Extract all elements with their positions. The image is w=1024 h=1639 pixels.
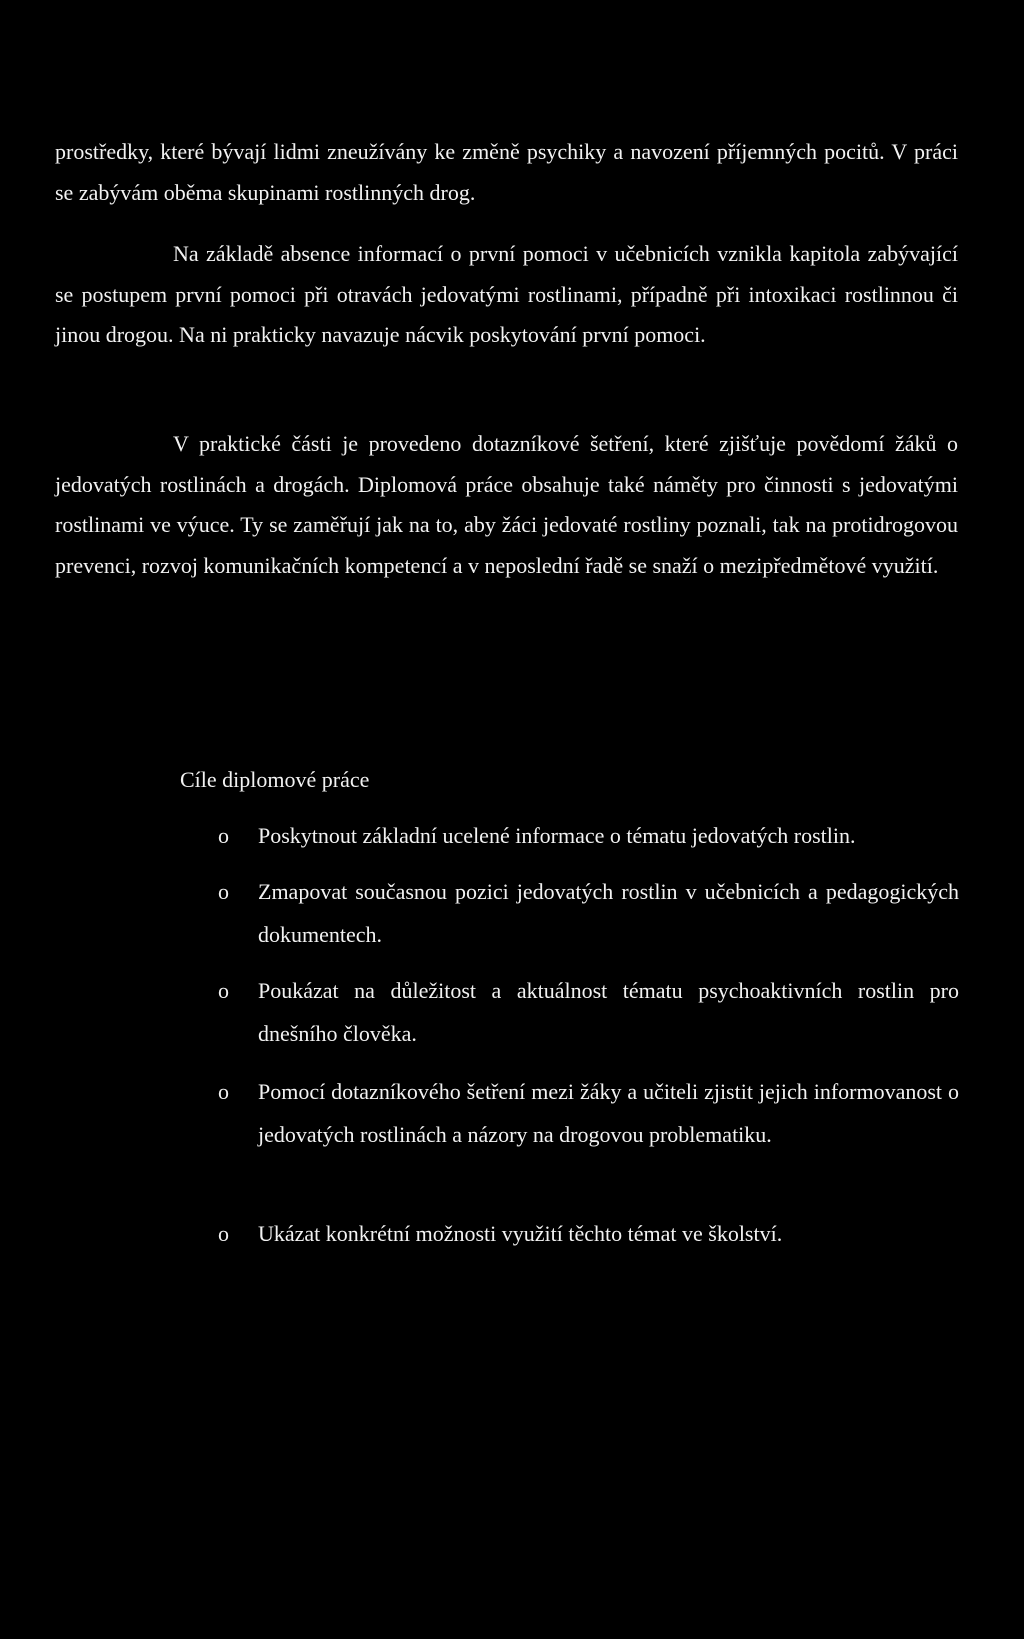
bullet-circle-icon: o: [218, 1221, 229, 1246]
paragraph-continuation: prostředky, které bývají lidmi zneužívány ke změně psychiky a navození příjemných pocitů. V práci se zabývám oběma skupinami rostlinných drog.: [55, 139, 958, 205]
goal-text: Zmapovat současnou pozici jedovatých rostlin v učebnicích a pedagogických dokumentech.: [258, 879, 959, 947]
goal-text: Poskytnout základní ucelené informace o tématu jedovatých rostlin.: [258, 823, 856, 848]
bullet-circle-icon: o: [218, 823, 229, 848]
goal-text: Pomocí dotazníkového šetření mezi žáky a učiteli zjistit jejich informovanost o jedovatých rostlinách a názory na drogovou problematiku.: [258, 1079, 959, 1147]
bullet-circle-icon: o: [218, 879, 229, 904]
bullet-circle-icon: o: [218, 1079, 229, 1104]
paragraph-practical-part: V praktické části je provedeno dotazníkové šetření, které zjišťuje povědomí žáků o jedovatých rostlinách a drogách. Diplomová práce obsahuje také náměty pro činnosti s jedovatými rostlinami ve výuce. Ty se zaměřují jak na to, aby žáci jedovaté rostliny poznali, tak na protidrogovou prevenci, rozvoj komunikačních kompetencí a v neposlední řadě se snaží o mezipředmětové využití.: [55, 431, 958, 579]
goals-heading: Cíle diplomové práce: [180, 767, 370, 792]
bullet-circle-icon: o: [218, 978, 229, 1003]
goal-text: Ukázat konkrétní možnosti využití těchto témat ve školství.: [258, 1221, 783, 1246]
goal-text: Poukázat na důležitost a aktuálnost tématu psychoaktivních rostlin pro dnešního člověka.: [258, 978, 959, 1046]
paragraph-first-aid: Na základě absence informací o první pomoci v učebnicích vznikla kapitola zabývající se postupem první pomoci při otravách jedovatými rostlinami, případně při intoxikaci rostlinnou či jinou drogou. Na ni prakticky navazuje nácvik poskytování první pomoci.: [55, 241, 958, 348]
